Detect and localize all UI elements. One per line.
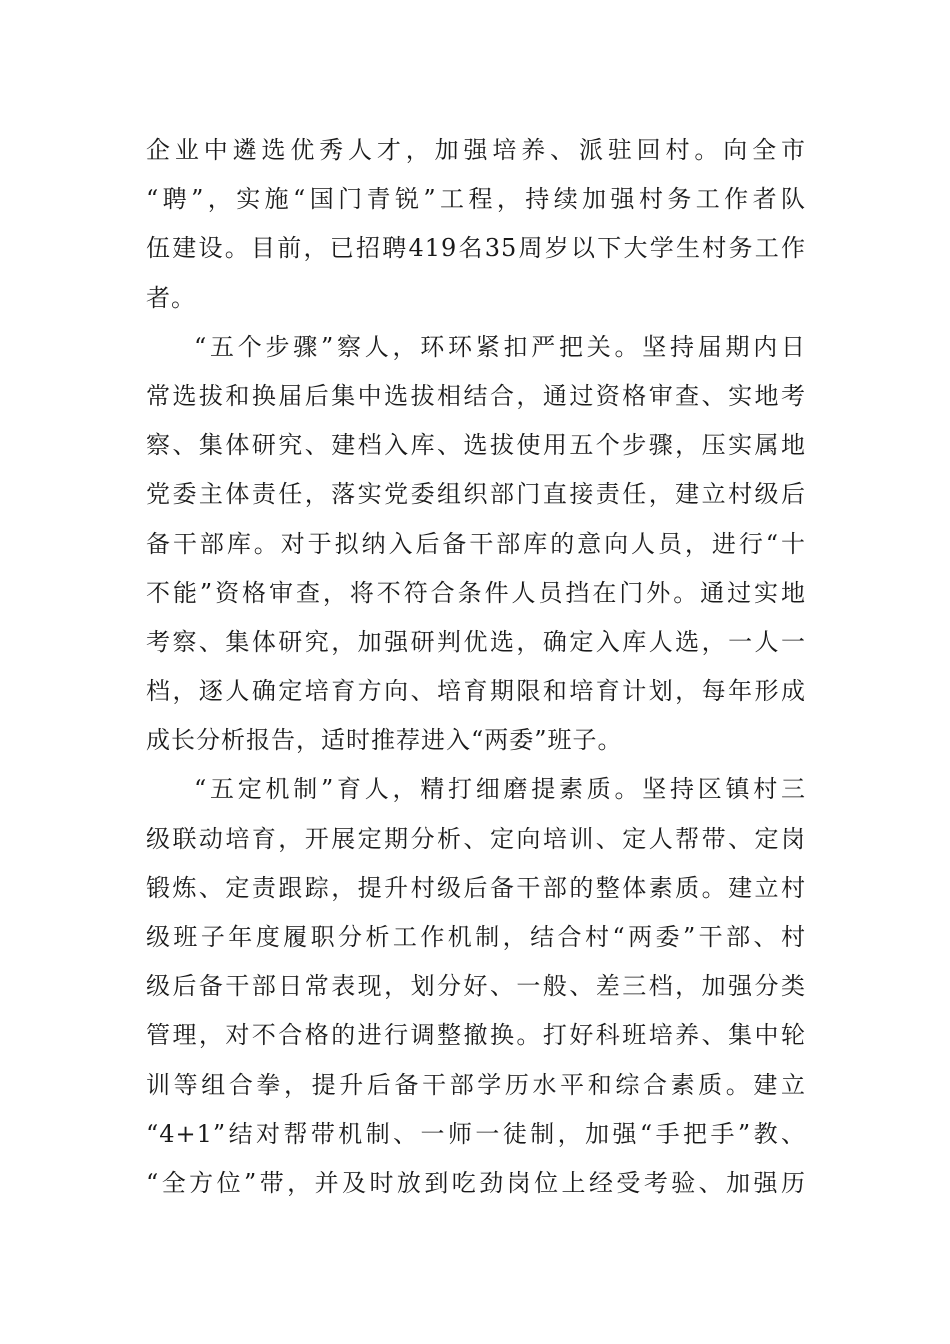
text-line: 管理，对不合格的进行调整撤换。打好科班培养、集中轮 <box>146 1021 806 1050</box>
text-line: 不能”资格审查，将不符合条件人员挡在门外。通过实地 <box>146 578 806 607</box>
text-line: 党委主体责任，落实党委组织部门直接责任，建立村级后 <box>146 480 806 509</box>
text-line: 者。 <box>146 283 196 312</box>
text-line: 常选拔和换届后集中选拔相结合，通过资格审查、实地考 <box>146 381 806 410</box>
text-line: 训等组合拳，提升后备干部学历水平和综合素质。建立 <box>146 1070 806 1099</box>
text-line: 级后备干部日常表现，划分好、一般、差三档，加强分类 <box>146 972 806 1001</box>
text-line: “聘”，实施“国门青锐”工程，持续加强村务工作者队 <box>146 185 806 214</box>
text-line: 伍建设。目前，已招聘419名35周岁以下大学生村务工作 <box>146 234 806 263</box>
text-line: “全方位”带，并及时放到吃劲岗位上经受考验、加强历 <box>146 1168 806 1197</box>
text-line: 级联动培育，开展定期分析、定向培训、定人帮带、定岗 <box>146 824 806 853</box>
text-line: “五个步骤”察人，环环紧扣严把关。坚持届期内日 <box>194 332 806 361</box>
paragraph-2 <box>146 323 806 766</box>
body-text <box>146 126 806 1208</box>
text-line: “五定机制”育人，精打细磨提素质。坚持区镇村三 <box>194 775 806 804</box>
paragraph-1 <box>146 126 806 323</box>
text-line: “4+1”结对帮带机制、一师一徒制，加强“手把手”教、 <box>146 1119 806 1148</box>
text-line: 锻炼、定责跟踪，提升村级后备干部的整体素质。建立村 <box>146 873 806 902</box>
text-line: 级班子年度履职分析工作机制，结合村“两委”干部、村 <box>146 923 806 951</box>
text-line: 档，逐人确定培育方向、培育期限和培育计划，每年形成 <box>146 677 806 706</box>
text-line: 企业中遴选优秀人才，加强培养、派驻回村。向全市 <box>146 136 806 164</box>
text-line: 成长分析报告，适时推荐进入“两委”班子。 <box>146 726 623 755</box>
text-line: 考察、集体研究，加强研判优选，确定入库人选，一人一 <box>146 627 806 656</box>
paragraph-3 <box>146 765 806 1208</box>
text-line: 察、集体研究、建档入库、选拔使用五个步骤，压实属地 <box>146 431 806 460</box>
text-line: 备干部库。对于拟纳入后备干部库的意向人员，进行“十 <box>146 529 806 558</box>
